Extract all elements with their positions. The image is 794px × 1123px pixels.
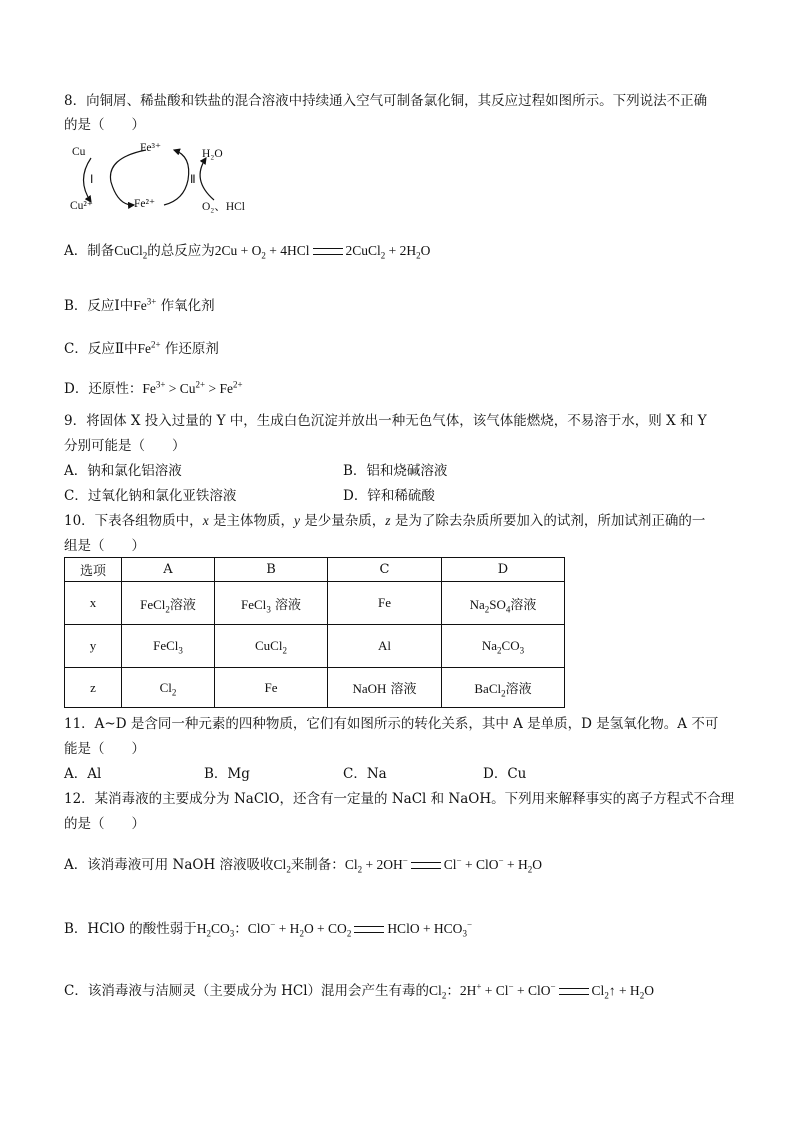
q12-option-c[interactable]: C．该消毒液与洁厕灵（主要成分为 HCl）混用会产生有毒的$Cl_2$：2H+ + Cl− + ClO− $Cl_2↑ + H_2O$: [64, 981, 654, 1001]
q11-stem-line2: 能是（ ）: [64, 741, 145, 757]
q8-option-a[interactable]: A．制备CuCl$_2$的总反应为$2Cu + O_2 + 4HCl$ 2CuCl$_2$ + $2H_2O$: [64, 243, 431, 261]
table-cell: NaOH 溶液: [328, 668, 442, 708]
q12-b-prefix: B．HClO 的酸性弱于: [64, 921, 197, 937]
cu2-label: Cu²⁺: [70, 200, 93, 212]
q10-stem-a: 10．下表各组物质中，: [64, 513, 203, 529]
q8-option-d[interactable]: D．还原性：$Fe^{3+} > Cu^{2+} > Fe^{2+}$: [64, 379, 243, 397]
table-cell: Fe: [215, 668, 328, 708]
q12-option-b[interactable]: B．HClO 的酸性弱于$H_2CO_3$：$ClO^- + H_2O + CO_2$ HClO + $HCO_3^-$: [64, 919, 473, 939]
equals-sign: [313, 248, 343, 255]
solution-word: 溶液: [169, 597, 196, 613]
solution-word: 溶液: [505, 682, 532, 697]
table-row: [65, 625, 565, 668]
table-cell: CuCl$_2$: [215, 625, 328, 668]
equals-sign: [411, 862, 441, 869]
q10-stem-b: 是主体物质，: [212, 513, 294, 529]
var-z: z: [385, 513, 391, 528]
table-row-label: x: [65, 582, 122, 625]
q11-option-d[interactable]: D．Cu: [483, 766, 527, 782]
q12-c-prefix: C．该消毒液与洁厕灵（主要成分为 HCl）混用会产生有毒的: [64, 983, 430, 999]
q10-stem-line1: [64, 512, 705, 530]
o2-hcl-label: O₂、HCl: [202, 201, 245, 213]
table-header-cell: D: [442, 558, 565, 582]
q9-stem-line2: 分别可能是（ ）: [64, 438, 186, 454]
table-cell: FeCl$_2$溶液: [122, 582, 215, 625]
table-cell: $Cl_2$: [122, 668, 215, 708]
table-row: [65, 582, 565, 625]
q11-option-a[interactable]: A．Al: [64, 766, 102, 782]
q8-c-suffix: 作还原剂: [164, 341, 219, 357]
solution-word: 溶液: [510, 597, 537, 613]
h2o-label: H₂O: [202, 148, 223, 160]
equals-sign: [559, 988, 589, 995]
cu-label: Cu: [72, 146, 86, 158]
table-header-cell: B: [215, 558, 328, 582]
table-header-cell: C: [328, 558, 442, 582]
table-cell: FeCl$_3$: [122, 625, 215, 668]
q8-b-prefix: B．反应Ⅰ中: [64, 298, 134, 314]
table-cell: $Na_2SO_4$溶液: [442, 582, 565, 625]
table-cell: Al: [328, 625, 442, 668]
table-cell: Fe: [328, 582, 442, 625]
q8-d-prefix: D．还原性：: [64, 381, 143, 397]
equals-sign: [354, 926, 384, 933]
solution-word: 溶液: [390, 682, 417, 697]
table-header-cell: 选项: [65, 558, 122, 582]
q10-stem-d: 是为了除去杂质所要加入的试剂，所加试剂正确的一: [394, 513, 706, 529]
table-cell: $Na_2CO_3$: [442, 625, 565, 668]
q8-b-suffix: 作氧化剂: [160, 298, 215, 314]
q8-stem-line2: 的是（ ）: [64, 117, 145, 133]
q8-option-b[interactable]: B．反应Ⅰ中$Fe^{3+}$ 作氧化剂: [64, 296, 215, 314]
reaction-2-label: Ⅱ: [190, 174, 196, 186]
q11-stem-line1: 11．A~D 是含同一种元素的四种物质，它们有如图所示的转化关系，其中 A 是单质，D 是氢氧化物。A 不可: [64, 716, 719, 732]
fe3-label: Fe³⁺: [140, 142, 162, 154]
table-header-row: [65, 558, 565, 582]
q8-a-prefix: A．制备: [64, 243, 115, 259]
q11-option-b[interactable]: B．Mg: [204, 766, 250, 782]
q9-option-a[interactable]: A．钠和氯化铝溶液: [64, 463, 182, 479]
q9-option-d[interactable]: D．锌和稀硫酸: [343, 488, 435, 504]
q12-a-prefix: A．该消毒液可用 NaOH 溶液吸收: [64, 857, 274, 873]
q12-stem-line2: 的是（ ）: [64, 816, 145, 832]
q12-stem-line1: 12．某消毒液的主要成分为 NaClO，还含有一定量的 NaCl 和 NaOH。下列用来解释事实的离子方程式不合理: [64, 791, 735, 807]
q10-options-table: [64, 557, 565, 708]
table-row-label: z: [65, 668, 122, 708]
var-x: x: [202, 513, 209, 528]
q12-option-a[interactable]: A．该消毒液可用 NaOH 溶液吸收$Cl_2$来制备：$Cl_2 + 2OH^-$ $Cl^- + ClO^- + H_2O$: [64, 855, 542, 875]
q8-option-c[interactable]: C．反应Ⅱ中$Fe^{2+}$ 作还原剂: [64, 339, 219, 357]
q8-stem-line1: 8．向铜屑、稀盐酸和铁盐的混合溶液中持续通入空气可制备氯化铜，其反应过程如图所示。下列说法不正确: [64, 93, 708, 109]
solution-word: 溶液: [274, 597, 301, 613]
fe2-label: Fe²⁺: [134, 198, 156, 210]
table-cell: BaCl$_2$溶液: [442, 668, 565, 708]
var-y: y: [293, 513, 300, 528]
q11-option-c[interactable]: C．Na: [343, 766, 387, 782]
table-row-label: y: [65, 625, 122, 668]
q9-stem-line1: 9．将固体 X 投入过量的 Y 中，生成白色沉淀并放出一种无色气体，该气体能燃烧，不易溶于水，则 X 和 Y: [64, 413, 707, 429]
table-cell: FeCl$_3$ 溶液: [215, 582, 328, 625]
q12-a-mid: 来制备：: [290, 857, 345, 873]
q9-option-b[interactable]: B．铝和烧碱溶液: [343, 463, 448, 479]
q9-option-c[interactable]: C．过氧化钠和氯化亚铁溶液: [64, 488, 237, 504]
reaction-1-label: Ⅰ: [90, 174, 94, 186]
q8-a-mid: 的总反应为: [147, 243, 215, 259]
q8-reaction-cycle-diagram: [66, 140, 266, 220]
q10-stem-line2: 组是（ ）: [64, 538, 145, 554]
q10-stem-c: 是少量杂质，: [304, 513, 386, 529]
q8-c-prefix: C．反应Ⅱ中: [64, 341, 138, 357]
table-header-cell: A: [122, 558, 215, 582]
table-row: [65, 668, 565, 708]
